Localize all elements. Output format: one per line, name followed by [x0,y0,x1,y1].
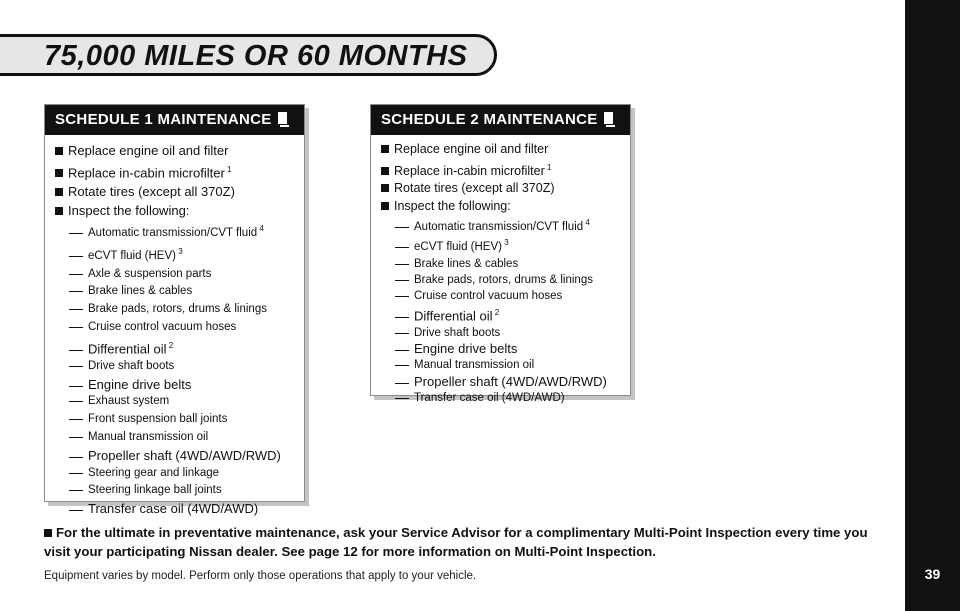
item-text: Cruise control vacuum hoses [88,320,237,333]
blank-line-icon [395,247,409,248]
item-text: Rotate tires (except all 370Z) [394,181,555,196]
blank-line-icon [69,419,83,420]
item-text: Transfer case oil (4WD/AWD) [414,392,565,405]
item-text: Differential oil [414,308,493,324]
footnote-marker: 4 [257,224,264,234]
inspection-subitem [55,447,304,465]
blank-line-icon [69,510,83,511]
inspection-subitem [381,256,630,272]
item-text: Steering linkage ball joints [88,484,222,497]
inspection-subitem [381,325,630,341]
blank-line-icon [395,280,409,281]
blank-line-icon [395,296,409,297]
inspection-note [44,523,894,561]
item-text: Engine drive belts [88,376,192,392]
item-text: Exhaust system [88,395,170,408]
checkbox-icon [55,188,63,196]
footnote-marker: 1 [224,165,232,174]
blank-line-icon [69,473,83,474]
item-text: Axle & suspension parts [88,267,212,280]
blank-line-icon [395,365,409,366]
footnote-marker: 4 [583,218,590,228]
inspection-subitem [55,319,304,337]
item-text: Inspect the following: [68,203,190,219]
item-text: Brake lines & cables [414,257,519,270]
item-text: Replace engine oil and filter [68,143,229,158]
inspection-subitem [381,215,630,235]
item-text: eCVT fluid (HEV) [414,241,502,254]
schedule-2-box [370,104,631,405]
checkbox-icon [55,147,63,155]
blank-line-icon [69,274,83,275]
item-text: Front suspension ball joints [88,413,228,426]
item-text: Propeller shaft (4WD/AWD/RWD) [414,373,607,389]
item-text: Drive shaft boots [88,359,175,372]
checkbox-icon [55,207,63,215]
inspection-subitem [381,272,630,288]
schedule-2-header [371,105,630,135]
blank-line-icon [69,291,83,292]
inspection-note-text: For the ultimate in preventative maintenance, ask your Service Advisor for a complimentary Multi-Point Inspection every time you visit your participating Nissan dealer. See page 12 for more information on Multi-Point Inspection. [44,525,868,559]
item-text: Automatic transmission/CVT fluid [414,220,584,233]
blank-line-icon [69,256,83,257]
page-number: 39 [924,566,941,582]
inspection-subitem [55,220,304,243]
inspection-subitem [55,393,304,411]
blank-line-icon [69,490,83,491]
inspection-subitem [55,266,304,284]
item-text: Drive shaft boots [414,326,501,339]
item-text: Replace in-cabin microfilter [68,165,225,181]
blank-line-icon [69,327,83,328]
equipment-footnote: Equipment varies by model. Perform only those operations that apply to your vehicle. [44,570,477,582]
inspection-subitem [55,429,304,447]
inspection-subitem [381,374,630,390]
schedule-1-header [45,105,304,135]
checklist-item [381,198,630,216]
footnote-marker: 2 [492,307,500,317]
checkbox-icon [381,184,389,192]
item-text: Steering gear and linkage [88,466,220,479]
checkbox-icon [55,169,63,177]
checklist-item [55,141,304,160]
schedule-1-box [44,104,305,517]
checklist-item [55,201,304,220]
checkbox-icon [44,529,52,537]
blank-line-icon [69,309,83,310]
item-text: Brake pads, rotors, drums & linings [414,274,593,287]
checklist-item [381,159,630,181]
item-text: Transfer case oil (4WD/AWD) [88,501,259,517]
item-text: Brake pads, rotors, drums & linings [88,303,267,316]
blank-line-icon [395,350,409,351]
inspection-subitem [381,305,630,325]
inspection-subitem [55,482,304,500]
item-text: Cruise control vacuum hoses [414,290,563,303]
inspection-subitem [55,358,304,376]
item-text: Engine drive belts [414,340,518,356]
blank-line-icon [69,457,83,458]
item-text: Replace engine oil and filter [394,142,549,156]
inspection-subitem [381,341,630,357]
inspection-subitem [55,283,304,301]
schedule-2-list [371,135,630,407]
blank-line-icon [69,401,83,402]
inspection-subitem [55,337,304,358]
blank-line-icon [395,383,409,384]
item-text: Differential oil [88,341,167,357]
blank-line-icon [395,333,409,334]
schedule-2-title: SCHEDULE 2 MAINTENANCE [381,111,598,128]
item-text: Inspect the following: [394,198,511,213]
checklist-item [381,141,630,159]
item-text: Manual transmission oil [414,359,535,372]
item-text: Replace in-cabin microfilter [394,163,545,178]
blank-line-icon [395,398,409,399]
inspection-subitem [55,301,304,319]
inspection-subitem [381,235,630,255]
item-text: Manual transmission oil [88,431,209,444]
checkbox-icon [381,145,389,153]
blank-line-icon [69,437,83,438]
footnote-marker: 3 [501,238,509,248]
checklist-item [55,160,304,182]
blank-line-icon [395,227,409,228]
footnote-marker: 3 [175,246,183,256]
item-text: Propeller shaft (4WD/AWD/RWD) [88,447,281,463]
inspection-subitem [55,376,304,394]
blank-line-icon [395,317,409,318]
inspection-subitem [55,411,304,429]
item-text: Brake lines & cables [88,285,193,298]
blank-line-icon [395,264,409,265]
inspection-subitem [55,465,304,483]
item-text: Rotate tires (except all 370Z) [68,184,235,200]
blank-line-icon [69,386,83,387]
item-text: eCVT fluid (HEV) [88,249,176,262]
checklist-item [381,180,630,198]
checklist-item [55,182,304,201]
side-rail-title: MAINTENANCE SCHEDULE [18,147,38,464]
inspection-subitem [381,390,630,406]
document-icon [604,112,613,124]
footnote-marker: 2 [166,340,174,350]
document-icon [278,112,287,124]
item-text: Automatic transmission/CVT fluid [88,227,258,240]
checkbox-icon [381,202,389,210]
footnote-marker: 1 [544,162,552,172]
schedule-1-title: SCHEDULE 1 MAINTENANCE [55,111,272,128]
blank-line-icon [69,233,83,234]
side-rail [905,0,960,611]
checkbox-icon [381,167,389,175]
inspection-subitem [55,500,304,518]
inspection-subitem [381,357,630,373]
schedule-1-list [45,135,304,518]
inspection-subitem [381,288,630,304]
inspection-subitem [55,243,304,266]
page-title: 75,000 MILES OR 60 MONTHS [44,40,468,72]
blank-line-icon [69,350,83,351]
blank-line-icon [69,366,83,367]
